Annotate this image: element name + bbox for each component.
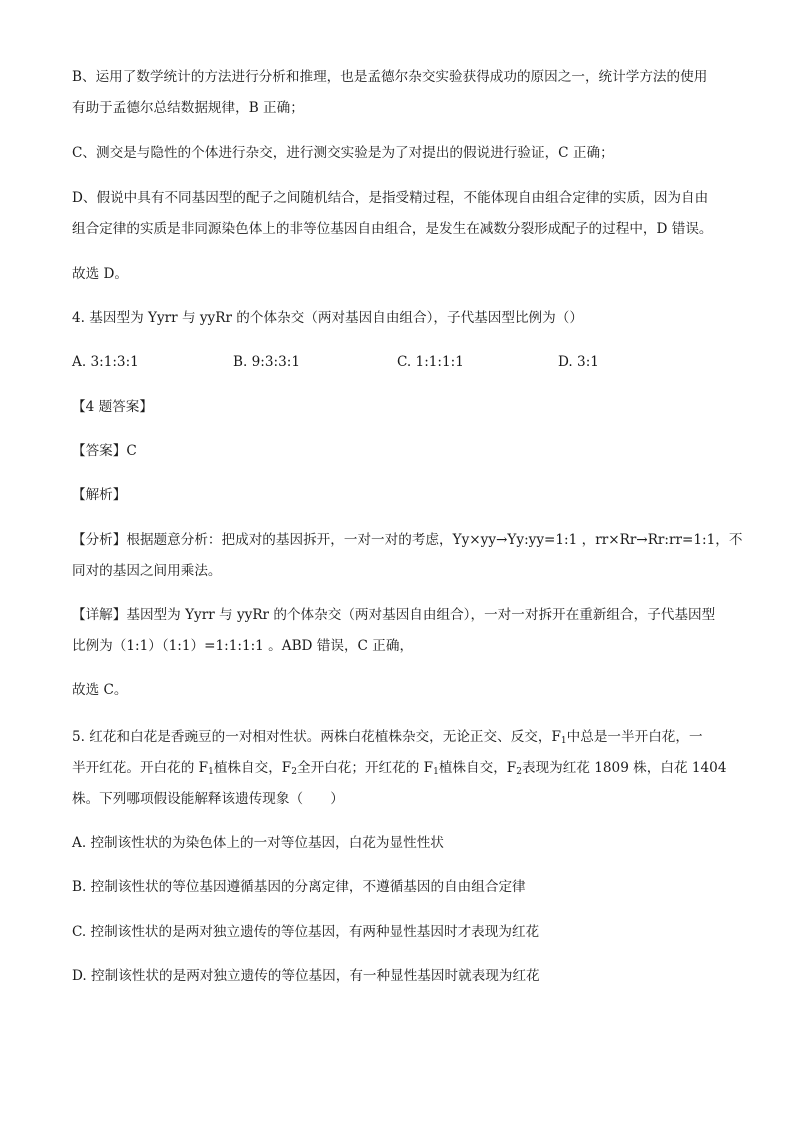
q4-conclusion: 故选 C。 bbox=[72, 682, 128, 698]
q4-answer-header: 【4 题答案】 bbox=[72, 399, 153, 415]
q4-analysis-header: 【解析】 bbox=[72, 487, 127, 503]
q4-option-a: A. 3:1:3:1 bbox=[72, 354, 139, 370]
q5-stem-line1: 5. 红花和白花是香豌豆的一对相对性状。两株白花植株杂交，无论正交、反交，$F_1$中总是一半开白花，一 bbox=[72, 729, 703, 746]
q5-option-a: A. 控制该性状的为染色体上的一对等位基因，白花为显性性状 bbox=[72, 835, 444, 851]
q4-option-b: B. 9:3:3:1 bbox=[233, 354, 300, 370]
q4-stem: 4. 基因型为 Yyrr 与 yyRr 的个体杂交（两对基因自由组合），子代基因型比例为（） bbox=[72, 310, 583, 326]
q4-option-d: D. 3:1 bbox=[558, 354, 599, 370]
q4-answer: 【答案】C bbox=[72, 443, 137, 459]
q4-fenxi-line1: 【分析】根据题意分析：把成对的基因拆开，一对一对的考虑，Yy×yy→Yy:yy=1:1 ，rr×Rr→Rr:rr=1:1，不 bbox=[72, 532, 743, 548]
q5-stem-line2: 半开红花。开白花的 $F_1$植株自交，$F_2$全开白花；开红花的 $F_1$植株自交，$F_2$表现为红花 1809 株，白花 1404 bbox=[72, 760, 727, 777]
q4-fenxi-line2: 同对的基因之间用乘法。 bbox=[72, 563, 222, 579]
prev-option-c: C、测交是与隐性的个体进行杂交，进行测交实验是为了对提出的假说进行验证，C 正确； bbox=[72, 145, 614, 161]
prev-option-b-line2: 有助于孟德尔总结数据规律，B 正确； bbox=[72, 100, 304, 116]
prev-option-d-line2: 组合定律的实质是非同源染色体上的非等位基因自由组合，是发生在减数分裂形成配子的过程中，D 错误。 bbox=[72, 221, 713, 237]
q4-xiangjie-line2: 比例为（1:1）（1:1）=1:1:1:1 。ABD 错误，C 正确， bbox=[72, 638, 414, 654]
q5-option-c: C. 控制该性状的是两对独立遗传的等位基因，有两种显性基因时才表现为红花 bbox=[72, 924, 540, 940]
prev-option-b-line1: B、运用了数学统计的方法进行分析和推理，也是孟德尔杂交实验获得成功的原因之一，统计学方法的使用 bbox=[72, 69, 708, 85]
prev-conclusion: 故选 D。 bbox=[72, 266, 129, 282]
q5-option-d: D. 控制该性状的是两对独立遗传的等位基因，有一种显性基因时就表现为红花 bbox=[72, 968, 540, 984]
q5-stem-line3: 株。下列哪项假设能解释该遗传现象（ ） bbox=[72, 791, 344, 807]
q5-option-b: B. 控制该性状的等位基因遵循基因的分离定律，不遵循基因的自由组合定律 bbox=[72, 879, 526, 895]
q4-xiangjie-line1: 【详解】基因型为 Yyrr 与 yyRr 的个体杂交（两对基因自由组合），一对一对拆开在重新组合，子代基因型 bbox=[72, 607, 716, 623]
q4-option-c: C. 1:1:1:1 bbox=[397, 354, 464, 370]
prev-option-d-line1: D、假说中具有不同基因型的配子之间随机结合，是指受精过程，不能体现自由组合定律的实质，因为自由 bbox=[72, 190, 709, 206]
